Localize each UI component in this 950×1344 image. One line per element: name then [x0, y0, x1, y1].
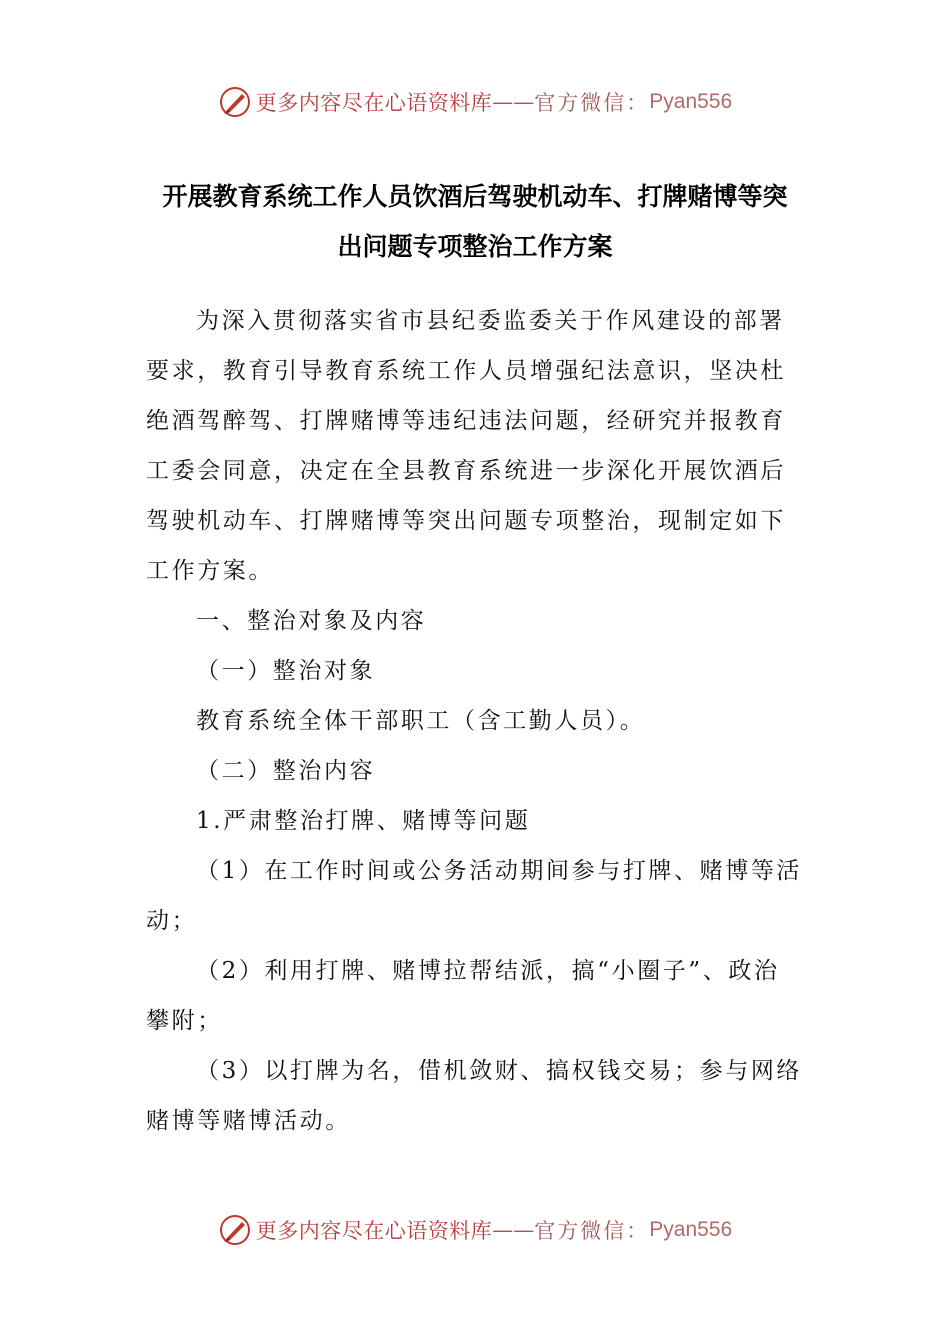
item-1-heading: 1.严肃整治打牌、赌博等问题 — [196, 808, 531, 834]
item-1-2-line2: 攀附； — [146, 1008, 223, 1034]
intro-line-1: 为深入贯彻落实省市县纪委监委关于作风建设的部署 — [196, 308, 785, 334]
banner-slogan: 更多内容尽在心语资料库 — [255, 1219, 493, 1243]
intro-line-2: 要求，教育引导教育系统工作人员增强纪法意识，坚决杜 — [146, 358, 786, 384]
target-text: 教育系统全体干部职工（含工勤人员）。 — [196, 708, 646, 734]
pen-logo-icon — [218, 85, 252, 119]
item-1-3-line2: 赌博等赌博活动。 — [146, 1108, 351, 1134]
item-1-1-line1: （1）在工作时间或公务活动期间参与打牌、赌博等活 — [196, 858, 803, 884]
item-1-3-line1: （3）以打牌为名，借机敛财、搞权钱交易；参与网络 — [196, 1058, 803, 1084]
banner-dash: —— — [492, 90, 535, 114]
header-banner — [0, 80, 950, 124]
intro-line-3: 绝酒驾醉驾、打牌赌博等违纪违法问题，经研究并报教育 — [146, 408, 786, 434]
banner-wechat-id: Pyan556 — [649, 1218, 733, 1241]
item-1-1-line2: 动； — [146, 908, 198, 934]
footer-banner — [0, 1208, 950, 1252]
subheading-target: （一）整治对象 — [196, 658, 376, 684]
banner-wechat-label: 官方微信： — [534, 1219, 650, 1243]
subheading-content: （二）整治内容 — [196, 758, 376, 784]
pen-logo-icon — [218, 1213, 252, 1247]
banner-dash: —— — [492, 1218, 535, 1242]
item-1-2-line1: （2）利用打牌、赌博拉帮结派，搞“小圈子”、政治 — [196, 958, 780, 984]
banner-wechat-label: 官方微信： — [534, 91, 650, 115]
document-title-line1: 开展教育系统工作人员饮酒后驾驶机动车、打牌赌博等突 — [162, 182, 788, 211]
document-title-line2: 出问题专项整治工作方案 — [337, 232, 613, 261]
intro-line-4: 工委会同意，决定在全县教育系统进一步深化开展饮酒后 — [146, 458, 786, 484]
banner-slogan: 更多内容尽在心语资料库 — [255, 91, 493, 115]
intro-line-5: 驾驶机动车、打牌赌博等突出问题专项整治，现制定如下 — [146, 508, 786, 534]
intro-line-6: 工作方案。 — [146, 558, 274, 584]
section-heading-1: 一、整治对象及内容 — [196, 608, 427, 634]
banner-wechat-id: Pyan556 — [649, 90, 733, 113]
